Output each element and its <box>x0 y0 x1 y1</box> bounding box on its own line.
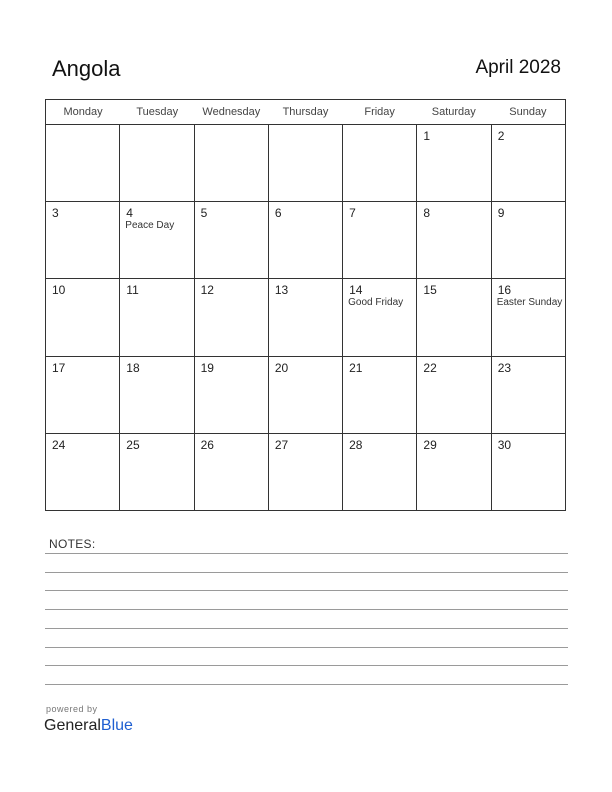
day-cell-empty <box>269 125 343 201</box>
day-cell-15[interactable] <box>417 279 491 355</box>
calendar-weeks <box>46 125 565 510</box>
day-cell-21[interactable] <box>343 357 417 433</box>
note-line <box>45 684 568 685</box>
day-number: 6 <box>274 206 282 221</box>
powered-by-text: powered by <box>46 704 98 714</box>
note-line <box>45 553 568 554</box>
weekday-header-row <box>46 100 565 125</box>
day-number: 19 <box>200 360 214 375</box>
day-number: 26 <box>200 437 214 452</box>
day-number: 3 <box>52 206 59 221</box>
day-cell-6[interactable] <box>269 202 343 278</box>
day-cell-empty <box>46 125 120 201</box>
week-row <box>46 202 565 279</box>
day-cell-25[interactable] <box>120 434 194 510</box>
weekday-header-friday: Friday <box>364 106 395 118</box>
day-number: 18 <box>126 360 140 375</box>
day-cell-23[interactable] <box>492 357 565 433</box>
week-row <box>46 434 565 510</box>
note-line <box>45 628 568 629</box>
day-number: 12 <box>200 283 214 298</box>
day-number: 24 <box>52 437 66 452</box>
week-row <box>46 125 565 202</box>
day-cell-20[interactable] <box>269 357 343 433</box>
weekday-header-wednesday: Wednesday <box>202 106 261 118</box>
day-number: 17 <box>52 360 66 375</box>
day-number: 14 <box>349 283 363 298</box>
day-cell-28[interactable] <box>343 434 417 510</box>
day-cell-2[interactable] <box>492 125 565 201</box>
notes-label: NOTES: <box>49 537 96 551</box>
day-number: 1 <box>423 129 431 143</box>
note-line <box>45 647 568 648</box>
day-number: 4 <box>126 206 133 221</box>
day-cell-22[interactable] <box>417 357 491 433</box>
brand-logo[interactable] <box>44 717 133 735</box>
day-number: 21 <box>349 360 363 375</box>
brand-logo-general: General <box>44 717 101 734</box>
day-cell-5[interactable] <box>195 202 269 278</box>
day-number: 2 <box>497 129 505 143</box>
day-cell-9[interactable] <box>492 202 565 278</box>
weekday-header-monday: Monday <box>63 106 103 118</box>
day-number: 27 <box>274 437 289 452</box>
weekday-header-sunday: Sunday <box>509 106 547 118</box>
day-number: 15 <box>423 283 437 298</box>
day-cell-18[interactable] <box>120 357 194 433</box>
day-number: 11 <box>126 283 139 298</box>
month-title: April 2028 <box>475 57 561 78</box>
day-cell-13[interactable] <box>269 279 343 355</box>
day-number: 8 <box>423 206 431 221</box>
day-cell-24[interactable] <box>46 434 120 510</box>
day-number: 13 <box>274 283 289 298</box>
day-cell-4[interactable] <box>120 202 194 278</box>
day-number: 30 <box>497 437 512 452</box>
weekday-header-tuesday: Tuesday <box>136 106 179 118</box>
country-title: Angola <box>52 56 121 81</box>
day-number: 5 <box>200 206 208 221</box>
day-cell-26[interactable] <box>195 434 269 510</box>
day-number: 20 <box>274 360 289 375</box>
day-number: 23 <box>497 360 512 375</box>
day-cell-8[interactable] <box>417 202 491 278</box>
day-cell-16[interactable] <box>492 279 565 355</box>
day-cell-29[interactable] <box>417 434 491 510</box>
day-cell-1[interactable] <box>417 125 491 201</box>
holiday-label: Good Friday <box>348 297 404 309</box>
day-cell-17[interactable] <box>46 357 120 433</box>
day-cell-12[interactable] <box>195 279 269 355</box>
note-line <box>45 590 568 591</box>
day-cell-11[interactable] <box>120 279 194 355</box>
day-number: 10 <box>52 283 66 298</box>
weekday-header-saturday: Saturday <box>431 106 476 118</box>
day-cell-empty <box>120 125 194 201</box>
day-cell-10[interactable] <box>46 279 120 355</box>
day-cell-19[interactable] <box>195 357 269 433</box>
note-line <box>45 609 568 610</box>
holiday-label: Peace Day <box>125 220 175 232</box>
day-cell-empty <box>195 125 269 201</box>
holiday-label: Easter Sunday <box>496 297 563 309</box>
note-line <box>45 572 568 573</box>
day-cell-14[interactable] <box>343 279 417 355</box>
day-number: 29 <box>423 437 437 452</box>
day-number: 22 <box>423 360 437 375</box>
note-line <box>45 665 568 666</box>
day-number: 9 <box>497 206 505 221</box>
day-cell-3[interactable] <box>46 202 120 278</box>
day-number: 25 <box>126 437 140 452</box>
brand-logo-blue: Blue <box>100 717 133 734</box>
day-cell-empty <box>343 125 417 201</box>
week-row <box>46 279 565 356</box>
weekday-header-thursday: Thursday <box>282 106 329 118</box>
day-cell-27[interactable] <box>269 434 343 510</box>
day-cell-7[interactable] <box>343 202 417 278</box>
day-cell-30[interactable] <box>492 434 565 510</box>
week-row <box>46 357 565 434</box>
day-number: 16 <box>497 283 512 298</box>
calendar-grid <box>45 99 566 511</box>
day-number: 28 <box>349 437 363 452</box>
day-number: 7 <box>349 206 356 221</box>
